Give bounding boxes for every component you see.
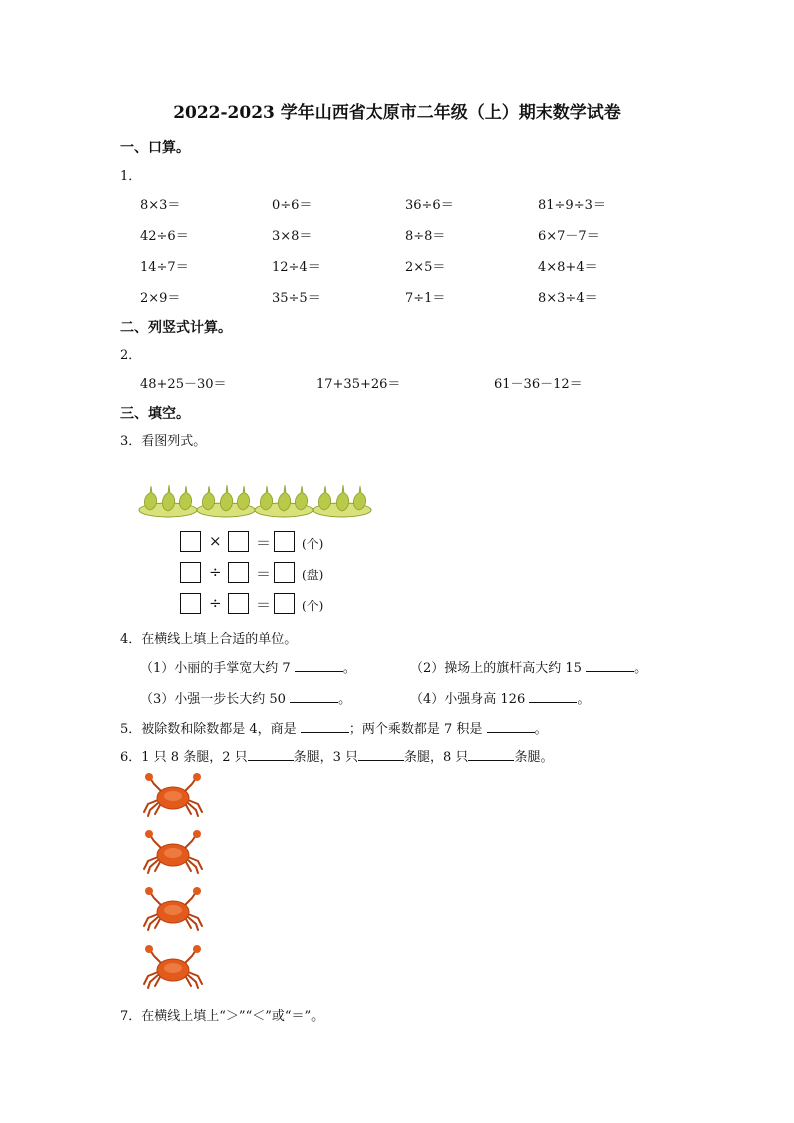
answer-blank[interactable]: [487, 720, 535, 733]
crab-icon: [140, 772, 206, 818]
section-heading-fill: 三、填空。: [120, 406, 190, 422]
answer-box[interactable]: [274, 562, 295, 583]
q6-text-c: 条腿，8 只: [404, 750, 469, 765]
section-heading-oral: 一、口算。: [120, 140, 190, 156]
oral-item: 14÷7＝: [140, 260, 189, 275]
vertical-calc-item: 61－36－12＝: [494, 377, 583, 392]
answer-blank[interactable]: [358, 748, 404, 761]
crab-icon: [140, 886, 206, 932]
question-3-label: 3．看图列式。: [120, 434, 207, 449]
page-title: 2022-2023 学年山西省太原市二年级（上）期末数学试卷: [173, 103, 621, 123]
unit-fill-text: （2）操场上的旗杆高大约 15: [410, 661, 582, 676]
answer-box[interactable]: [228, 562, 249, 583]
unit-fill-text: （4）小强身高 126: [410, 692, 526, 707]
oral-item: 4×8+4＝: [538, 260, 598, 275]
answer-box[interactable]: [274, 531, 295, 552]
question-number-2: 2．: [120, 348, 142, 363]
q5-text-a: 5．被除数和除数都是 4，商是: [120, 722, 297, 737]
question-6: [120, 746, 553, 765]
unit-fill-item-3: [140, 688, 351, 707]
unit-fill-end: 。: [634, 661, 648, 676]
answer-blank[interactable]: [290, 690, 338, 703]
equals-sign: ＝: [256, 534, 272, 552]
answer-box[interactable]: [180, 562, 201, 583]
answer-blank[interactable]: [301, 720, 349, 733]
unit-label: (个): [302, 537, 324, 551]
oral-item: 3×8＝: [272, 229, 313, 244]
vertical-calc-item: 48+25－30＝: [140, 377, 227, 392]
answer-box[interactable]: [228, 593, 249, 614]
answer-blank[interactable]: [295, 659, 343, 672]
oral-item: 12÷4＝: [272, 260, 321, 275]
answer-blank[interactable]: [248, 748, 294, 761]
q6-text-a: 6．1 只 8 条腿，2 只: [120, 750, 248, 765]
oral-item: 8×3÷4＝: [538, 291, 598, 306]
q5-text-c: 。: [534, 722, 548, 737]
answer-box[interactable]: [274, 593, 295, 614]
pear-plate-icon: [254, 478, 314, 518]
oral-item: 6×7－7＝: [538, 229, 600, 244]
pear-plate-icon: [312, 478, 372, 518]
unit-fill-end: 。: [577, 692, 591, 707]
oral-item: 35÷5＝: [272, 291, 321, 306]
answer-blank[interactable]: [586, 659, 634, 672]
oral-item: 8×3＝: [140, 198, 181, 213]
question-number-1: 1．: [120, 169, 142, 184]
answer-blank[interactable]: [529, 690, 577, 703]
unit-fill-item-2: [410, 657, 647, 676]
operator: ÷: [209, 563, 222, 581]
crab-icon: [140, 944, 206, 990]
q6-text-d: 条腿。: [514, 750, 554, 765]
pear-plate-icon: [138, 478, 198, 518]
unit-fill-item-1: [140, 657, 356, 676]
question-5: [120, 718, 548, 737]
answer-box[interactable]: [228, 531, 249, 552]
oral-item: 7÷1＝: [405, 291, 446, 306]
operator: ×: [209, 532, 222, 550]
unit-fill-end: 。: [338, 692, 352, 707]
oral-item: 81÷9÷3＝: [538, 198, 606, 213]
oral-item: 0÷6＝: [272, 198, 313, 213]
pear-plate-icon: [196, 478, 256, 518]
q5-text-b: ；两个乘数都是 7 积是: [348, 722, 483, 737]
answer-box[interactable]: [180, 593, 201, 614]
unit-label: (个): [302, 599, 324, 613]
answer-box[interactable]: [180, 531, 201, 552]
unit-label: (盘): [302, 568, 324, 582]
equals-sign: ＝: [256, 565, 272, 583]
question-7-label: 7．在横线上填上“＞”“＜”或“＝”。: [120, 1009, 325, 1024]
question-4-label: 4．在横线上填上合适的单位。: [120, 632, 298, 647]
crab-icon: [140, 829, 206, 875]
q6-text-b: 条腿，3 只: [293, 750, 359, 765]
unit-fill-text: （3）小强一步长大约 50: [140, 692, 286, 707]
unit-fill-text: （1）小丽的手掌宽大约 7: [140, 661, 291, 676]
oral-item: 2×9＝: [140, 291, 181, 306]
vertical-calc-item: 17+35+26＝: [316, 377, 401, 392]
equals-sign: ＝: [256, 596, 272, 614]
operator: ÷: [209, 594, 222, 612]
answer-blank[interactable]: [468, 748, 514, 761]
oral-item: 8÷8＝: [405, 229, 446, 244]
section-heading-vertical: 二、列竖式计算。: [120, 320, 232, 336]
oral-item: 42÷6＝: [140, 229, 189, 244]
unit-fill-end: 。: [342, 661, 356, 676]
unit-fill-item-4: [410, 688, 590, 707]
oral-item: 2×5＝: [405, 260, 446, 275]
oral-item: 36÷6＝: [405, 198, 454, 213]
